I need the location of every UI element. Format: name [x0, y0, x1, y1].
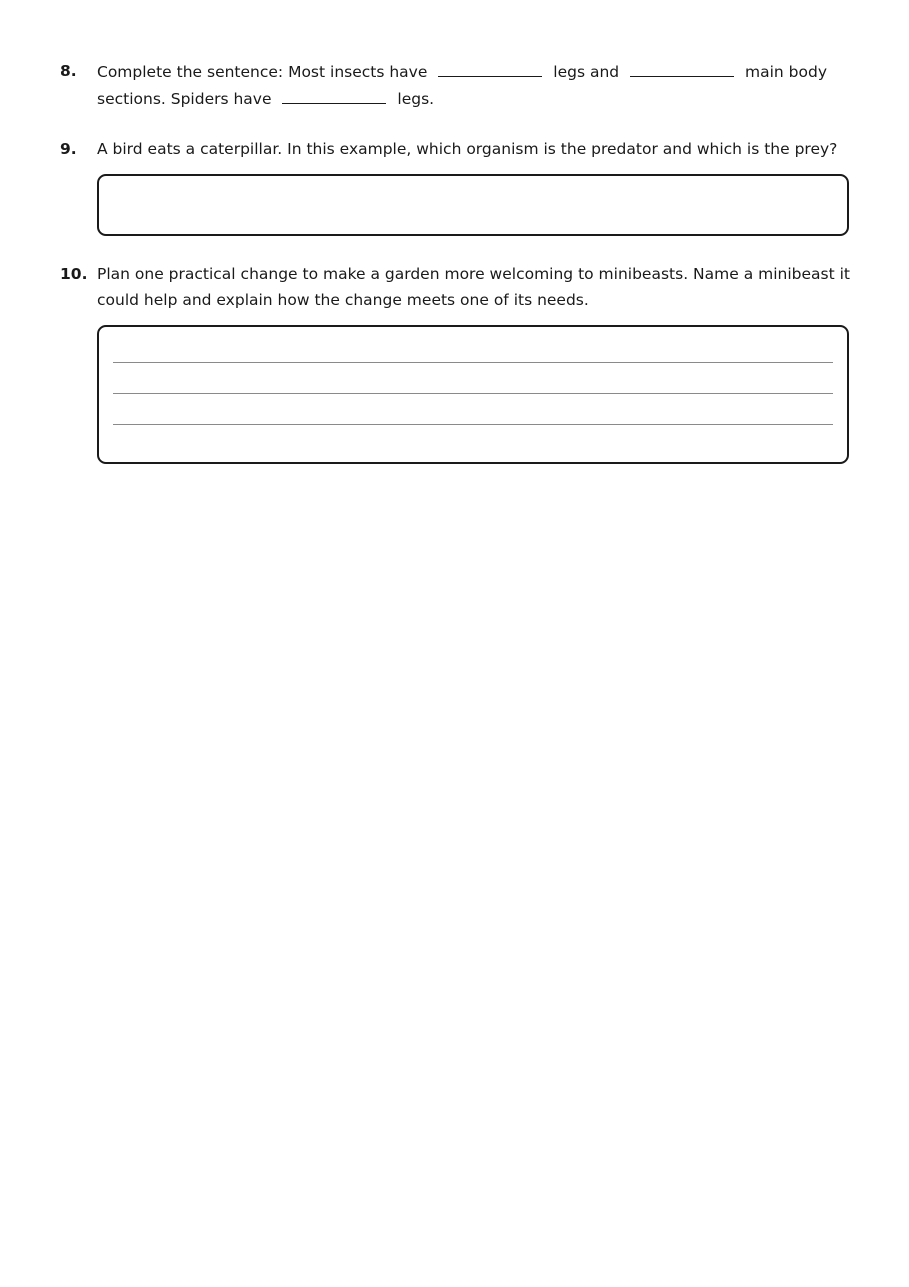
answer-line [113, 362, 833, 363]
question-text-part: main body [745, 63, 827, 81]
answer-box-question-9[interactable] [97, 174, 849, 236]
question-number: 8. [60, 62, 77, 80]
answer-line [113, 393, 833, 394]
question-number: 9. [60, 140, 77, 158]
answer-line [113, 424, 833, 425]
question-text: A bird eats a caterpillar. In this example, which organism is the predator and which is the prey? [97, 140, 838, 158]
fill-in-blank-body-sections[interactable] [630, 58, 734, 77]
question-text-part: sections. Spiders have [97, 90, 272, 108]
fill-in-blank-insect-legs[interactable] [438, 58, 542, 77]
question-text-part: legs and [553, 63, 620, 81]
question-text-part: Complete the sentence: Most insects have [97, 63, 428, 81]
question-text: Plan one practical change to make a garden more welcoming to minibeasts. Name a minibeast it could help and explain how the change meets one of its needs. [97, 265, 850, 309]
question-text-part: legs. [397, 90, 435, 108]
answer-box-question-10[interactable] [97, 325, 849, 464]
question-9 [60, 136, 850, 162]
question-8 [60, 58, 850, 112]
fill-in-blank-spider-legs[interactable] [282, 85, 386, 104]
question-text [97, 58, 850, 112]
question-number: 10. [60, 265, 88, 283]
question-10 [60, 261, 850, 313]
